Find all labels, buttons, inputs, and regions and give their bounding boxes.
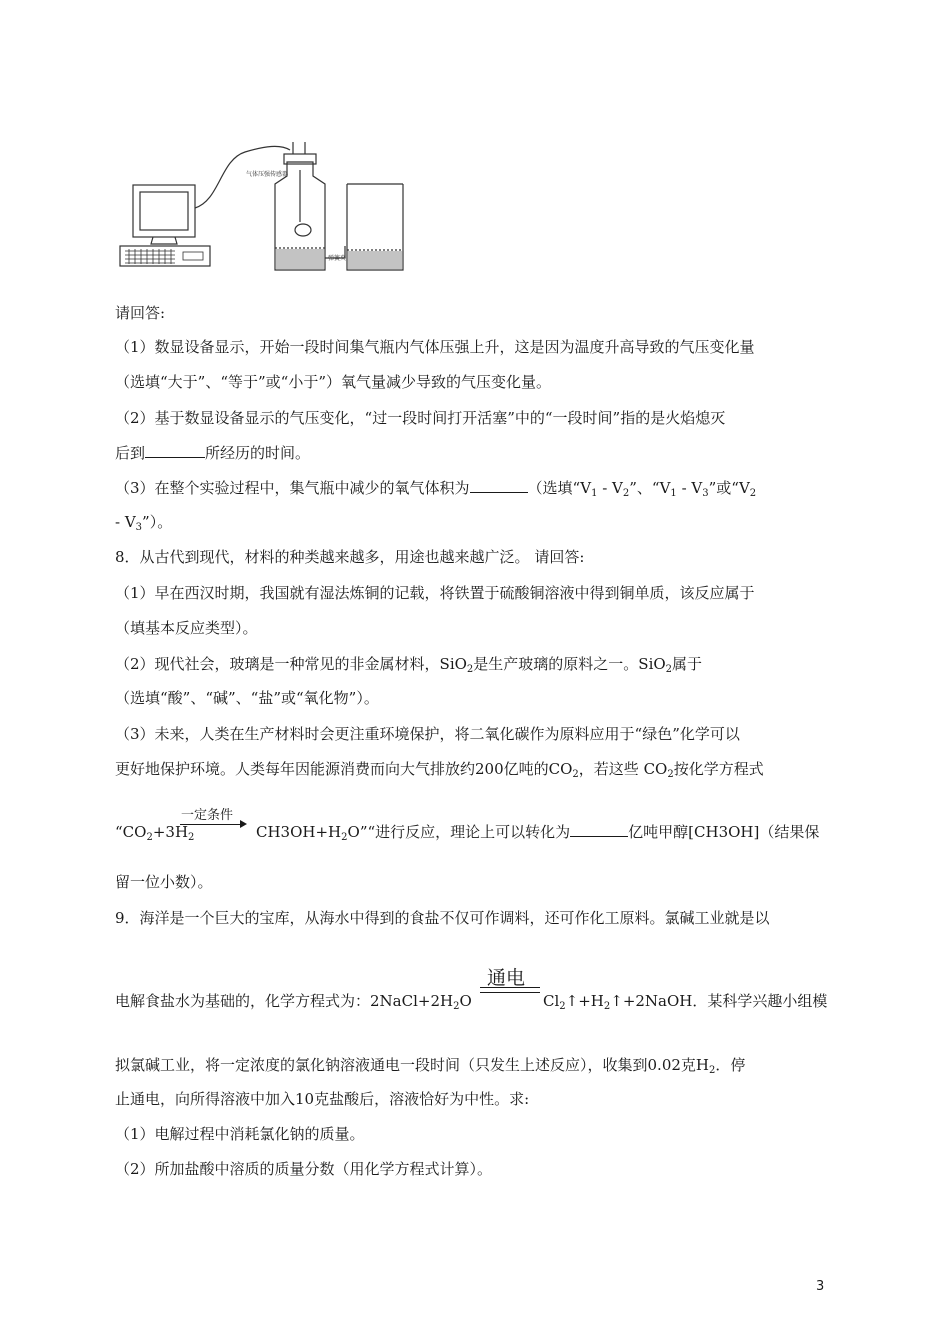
q7-part1-line1: （1）数显设备显示，开始一段时间集气瓶内气体压强上升，这是因为温度升高导致的气压变化量 <box>115 338 755 356</box>
q9-equation-right: $Cl_2↑+H_2↑+2NaOH$．某科学兴趣小组模 <box>543 992 828 1012</box>
q8-part1-line1: （1）早在西汉时期，我国就有湿法炼铜的记载，将铁置于硫酸铜溶液中得到铜单质，该反应属于 <box>115 584 755 602</box>
q7-part2-line2: 后到 所经历的时间。 <box>115 444 311 462</box>
q9-sub1: （1）电解过程中消耗氯化钠的质量。 <box>115 1125 365 1143</box>
q8-intro: 8．从古代到现代，材料的种类越来越多，用途也越来越广泛。 请回答: <box>115 548 585 566</box>
answer-blank[interactable] <box>145 443 205 458</box>
q7-prompt: 请回答: <box>115 304 166 322</box>
q8-part2-line1: （2）现代社会，玻璃是一种常见的非金属材料，SiO$_2$是生产玻璃的原料之一。SiO$_2$属于 <box>115 655 703 675</box>
electrolysis-equals-sign <box>480 987 540 993</box>
q9-line2: 拟氯碱工业，将一定浓度的氯化钠溶液通电一段时间（只发生上述反应），收集到0.02克$H_2$．停 <box>115 1056 746 1076</box>
arrow-head-icon <box>240 820 247 828</box>
q7-part2-line1: （2）基于数显设备显示的气压变化，“过一段时间打开活塞”中的“一段时间”指的是火焰熄灭 <box>115 409 726 427</box>
q8-part3-line2: 更好地保护环境。人类每年因能源消费而向大气排放约200亿吨的$CO_2$，若这些 $CO_2$按化学方程式 <box>115 760 764 780</box>
q8-equation-right: $CH3OH+H_2O”“$进行反应，理论上可以转化为 亿吨甲醇[CH3OH]（结果保 <box>256 823 820 843</box>
q8-part3-line1: （3）未来，人类在生产材料时会更注重环境保护，将二氧化碳作为原料应用于“绿色”化学可以 <box>115 725 740 743</box>
q7-part1-line2: （选填“大于”、“等于”或“小于”）氧气量减少导致的气压变化量。 <box>115 373 552 391</box>
electrolysis-condition: 通电 <box>487 967 526 989</box>
q7-part3-line2: - $V_3$”）。 <box>115 513 173 533</box>
q8-part2-line2: （选填“酸”、“碱”、“盐”或“氧化物”）。 <box>115 689 379 707</box>
clamp-label: 弹簧夹 <box>328 255 347 262</box>
sensor-label: 气体压强传感器 <box>246 171 289 178</box>
monitor-icon <box>133 185 195 237</box>
q9-line3: 止通电，向所得溶液中加入10克盐酸后，溶液恰好为中性。求: <box>115 1090 530 1108</box>
q9-sub2: （2）所加盐酸中溶质的质量分数（用化学方程式计算）。 <box>115 1160 493 1178</box>
q7-part3-line1: （3）在整个实验过程中，集气瓶中减少的氧气体积为 （选填“$V_1 - V_2$”、“$V_1 - V_3$”或“$V_2$ <box>115 479 757 499</box>
q9-intro: 9．海洋是一个巨大的宝库，从海水中得到的食盐不仅可作调料，还可作化工原料。氯碱工业就是以 <box>115 909 770 927</box>
answer-blank[interactable] <box>470 478 528 493</box>
reaction-condition: 一定条件 <box>181 808 234 823</box>
answer-blank[interactable] <box>570 822 628 837</box>
q8-part1-line2: （填基本反应类型）。 <box>115 619 258 637</box>
apparatus-figure <box>115 140 425 280</box>
q9-equation-left: 电解食盐水为基础的，化学方程式为：$2NaCl+2H_2O$ <box>115 992 472 1012</box>
page-number: 3 <box>816 1279 825 1294</box>
q8-part3-line4: 留一位小数）。 <box>115 873 213 891</box>
q8-equation-left: “$CO_2+3H_2$ <box>115 823 195 843</box>
